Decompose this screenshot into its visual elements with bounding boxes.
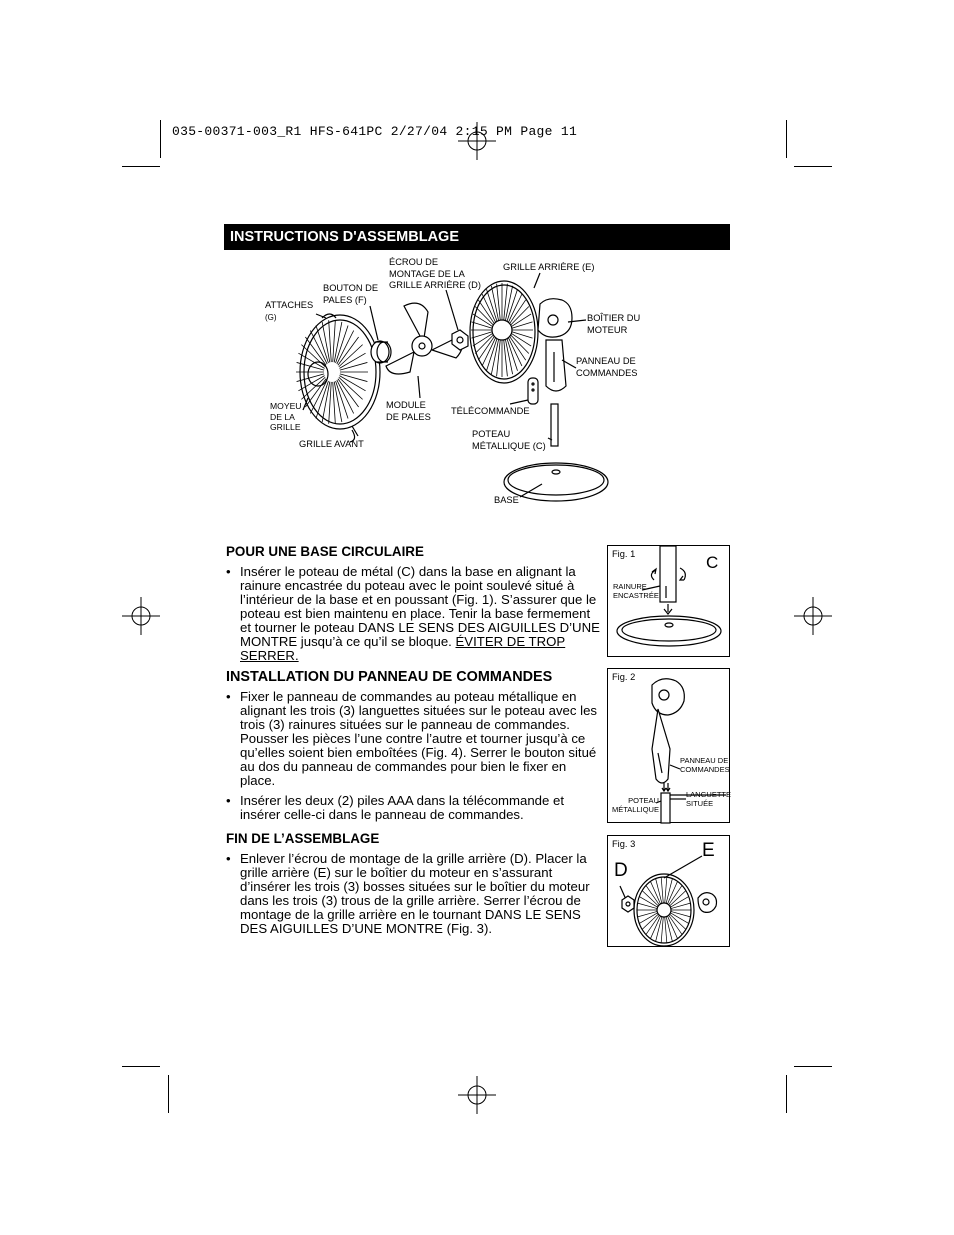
label-bouton: BOUTON DE PALES (F) bbox=[323, 283, 379, 305]
blade-knob bbox=[371, 341, 391, 363]
figure-2 bbox=[607, 668, 730, 823]
fig1-letter-c: C bbox=[706, 553, 719, 572]
rear-grille bbox=[470, 281, 538, 383]
label-panneau: PANNEAU DE COMMANDES bbox=[576, 356, 638, 378]
fig2-caption: Fig. 2 bbox=[612, 672, 636, 682]
label-module: MODULE DE PALES bbox=[386, 400, 431, 422]
label-poteau: POTEAU MÉTALLIQUE (C) bbox=[472, 429, 546, 451]
label-telecommande: TÉLÉCOMMANDE bbox=[451, 406, 530, 416]
fig3-letter-d: D bbox=[614, 860, 628, 881]
label-grille-avant: GRILLE AVANT bbox=[299, 439, 364, 449]
bullet-panneau-2: • Insérer les deux (2) piles AAA dans la télécommande et insérer celle-ci dans le panneau de commandes. bbox=[226, 793, 565, 822]
figure-3 bbox=[607, 835, 730, 947]
label-ecrou: ÉCROU DE MONTAGE DE LA GRILLE ARRIÈRE (D) bbox=[389, 257, 481, 290]
label-attaches: ATTACHES (G) bbox=[265, 300, 314, 322]
fig3-caption: Fig. 3 bbox=[612, 839, 636, 849]
fig2-panneau-label: PANNEAU DE COMMANDES bbox=[680, 756, 730, 774]
heading-panneau-commandes: INSTALLATION DU PANNEAU DE COMMANDES bbox=[226, 669, 553, 685]
fig2-drawing bbox=[608, 669, 731, 824]
fig1-drawing bbox=[608, 546, 731, 658]
blade-module bbox=[386, 303, 462, 374]
label-grille-arriere: GRILLE ARRIÈRE (E) bbox=[503, 262, 595, 272]
base bbox=[504, 463, 608, 501]
figure-1 bbox=[607, 545, 730, 657]
motor-housing bbox=[538, 299, 572, 391]
fig2-languette-label: LANGUETTE SITUÉE bbox=[686, 790, 732, 808]
bullet-base-circulaire: • Insérer le poteau de métal (C) dans la base en alignant la rainure encastrée du poteau avec le point soulevé situé à l’intérieur de la base et en poussant (Fig. 1). S’assurer que le poteau est bien maintenu en place. Tenir la base fermement et tourner le poteau DANS LE SENS DES AIGUILLES D’UNE MONTRE jusqu’à ce qu’il se bloque. ÉVITER DE TROP SERRER. bbox=[226, 564, 600, 663]
remote bbox=[528, 378, 538, 404]
fig2-poteau-label: POTEAU MÉTALLIQUE bbox=[612, 796, 659, 814]
label-base: BASE bbox=[494, 495, 519, 505]
fig3-drawing bbox=[608, 836, 731, 948]
fig3-letter-e: E bbox=[702, 840, 715, 861]
front-grille bbox=[296, 314, 380, 442]
fig1-caption: Fig. 1 bbox=[612, 549, 636, 559]
bullet-fin-assemblage: • Enlever l’écrou de montage de la grille arrière (D). Placer la grille arrière (E) sur le boîtier du moteur en s’assurant d’insérer les trois (3) bosses situées sur le boîtier du moteur dans les trois (3) trous de la grille arrière. Serrer l’écrou de montage de la grille arrière en le tournant DANS LE SENS DES AIGUILLES D’UNE MONTRE (Fig. 3). bbox=[226, 851, 590, 936]
label-moyeu: MOYEU DE LA GRILLE bbox=[270, 401, 302, 432]
print-slug: 035-00371-003_R1 HFS-641PC 2/27/04 2:15 PM Page 11 bbox=[172, 124, 578, 139]
bullet-panneau-1: • Fixer le panneau de commandes au poteau métallique en alignant les trois (3) languettes situées sur le poteau avec les trois (3) rainures situées sur le panneau de commandes. Pousser les pièces l’une contre l’autre et tourner jusqu’à ce qu’elles soient bien emboîtées (Fig. 4). Serrer le bouton situé au dos du panneau de commandes pour bien le fixer en place. bbox=[226, 689, 597, 788]
heading-base-circulaire: POUR UNE BASE CIRCULAIRE bbox=[226, 544, 424, 559]
section-banner: INSTRUCTIONS D'ASSEMBLAGE bbox=[224, 224, 730, 250]
heading-fin-assemblage: FIN DE L’ASSEMBLAGE bbox=[226, 831, 380, 846]
fig1-label: RAINURE ENCASTRÉE bbox=[613, 582, 659, 600]
label-boitier: BOÎTIER DU MOTEUR bbox=[587, 313, 641, 335]
